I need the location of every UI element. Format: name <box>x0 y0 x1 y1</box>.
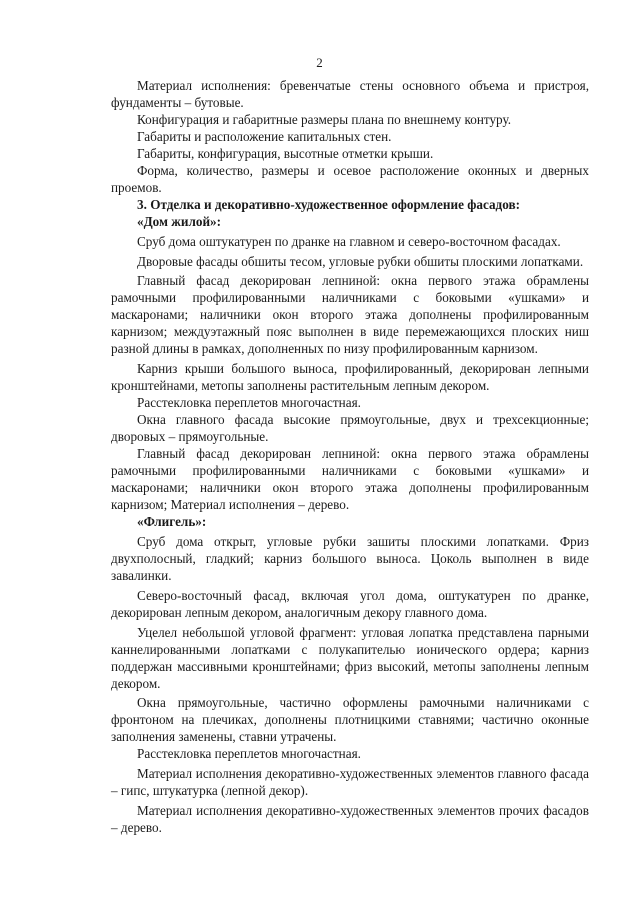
intro-paragraph: Конфигурация и габаритные размеры плана по внешнему контуру. <box>137 112 512 127</box>
intro-paragraph: Материал исполнения: бревенчатые стены основного объема и пристроя, фундаменты – бутовые. <box>111 78 589 110</box>
house-paragraph: Карниз крыши большого выноса, профилированный, декорирован лепными кронштейнами, метопы заполнены растительным лепным декором. <box>111 361 589 394</box>
house-paragraph: Главный фасад декорирован лепниной: окна первого этажа обрамлены рамочными профилированными наличниками с боковыми «ушками» и маскаронами; наличники окон второго этажа дополнены профилированным карнизом; Материал исполнения – дерево. <box>111 446 589 513</box>
intro-paragraph: Габариты и расположение капитальных стен. <box>137 129 392 144</box>
page-number: 2 <box>316 55 323 70</box>
house-paragraph: Расстекловка переплетов многочастная. <box>137 395 361 411</box>
wing-paragraph: Уцелел небольшой угловой фрагмент: угловая лопатка представлена парными каннелированными лопатками с полукапителью ионического ордера; карниз поддержан массивными кронштейнами; фриз высокий, метопы заполнены лепным декором. <box>111 624 589 691</box>
wing-paragraph: Северо-восточный фасад, включая угол дома, оштукатурен по дранке, декорирован лепным декором, аналогичным декору главного дома. <box>111 587 589 620</box>
house-heading: «Дом жилой»: <box>137 214 222 229</box>
house-paragraph: Главный фасад декорирован лепниной: окна первого этажа обрамлены рамочными профилированными наличниками с боковыми «ушками» и маскаронами; наличники окон второго этажа дополнены профилированным карнизом; междуэтажный пояс выполнен в виде перемежающихся плоских ниш разной длины в рамках, дополненных по низу профилированным карнизом. <box>111 273 589 357</box>
wing-paragraph: Окна прямоугольные, частично оформлены рамочными наличниками с фронтоном на плечиках, дополнены плотницкими ставнями; частично оконные заполнения заменены, ставни утрачены. <box>111 695 589 745</box>
wing-paragraph: Материал исполнения декоративно-художественных элементов прочих фасадов – дерево. <box>111 802 589 835</box>
house-paragraph: Окна главного фасада высокие прямоугольные, двух и трехсекционные; дворовых – прямоугольные. <box>111 412 589 445</box>
wing-paragraph: Расстекловка переплетов многочастная. <box>137 746 361 762</box>
document-body <box>111 77 589 836</box>
house-paragraph: Сруб дома оштукатурен по дранке на главном и северо-восточном фасадах. <box>137 233 561 249</box>
intro-paragraph: Форма, количество, размеры и осевое расположение оконных и дверных проемов. <box>111 163 589 195</box>
wing-paragraph: Материал исполнения декоративно-художественных элементов главного фасада – гипс, штукатурка (лепной декор). <box>111 766 589 799</box>
wing-paragraph: Сруб дома открыт, угловые рубки зашиты плоскими лопатками. Фриз двухполосный, гладкий; карниз большого выноса. Цоколь выполнен в виде завалинки. <box>111 533 589 583</box>
house-paragraph: Дворовые фасады обшиты тесом, угловые рубки обшиты плоскими лопатками. <box>137 253 584 269</box>
wing-heading: «Флигель»: <box>137 514 207 530</box>
section-title: 3. Отделка и декоративно-художественное оформление фасадов: <box>137 197 521 212</box>
intro-paragraph: Габариты, конфигурация, высотные отметки крыши. <box>137 146 434 161</box>
